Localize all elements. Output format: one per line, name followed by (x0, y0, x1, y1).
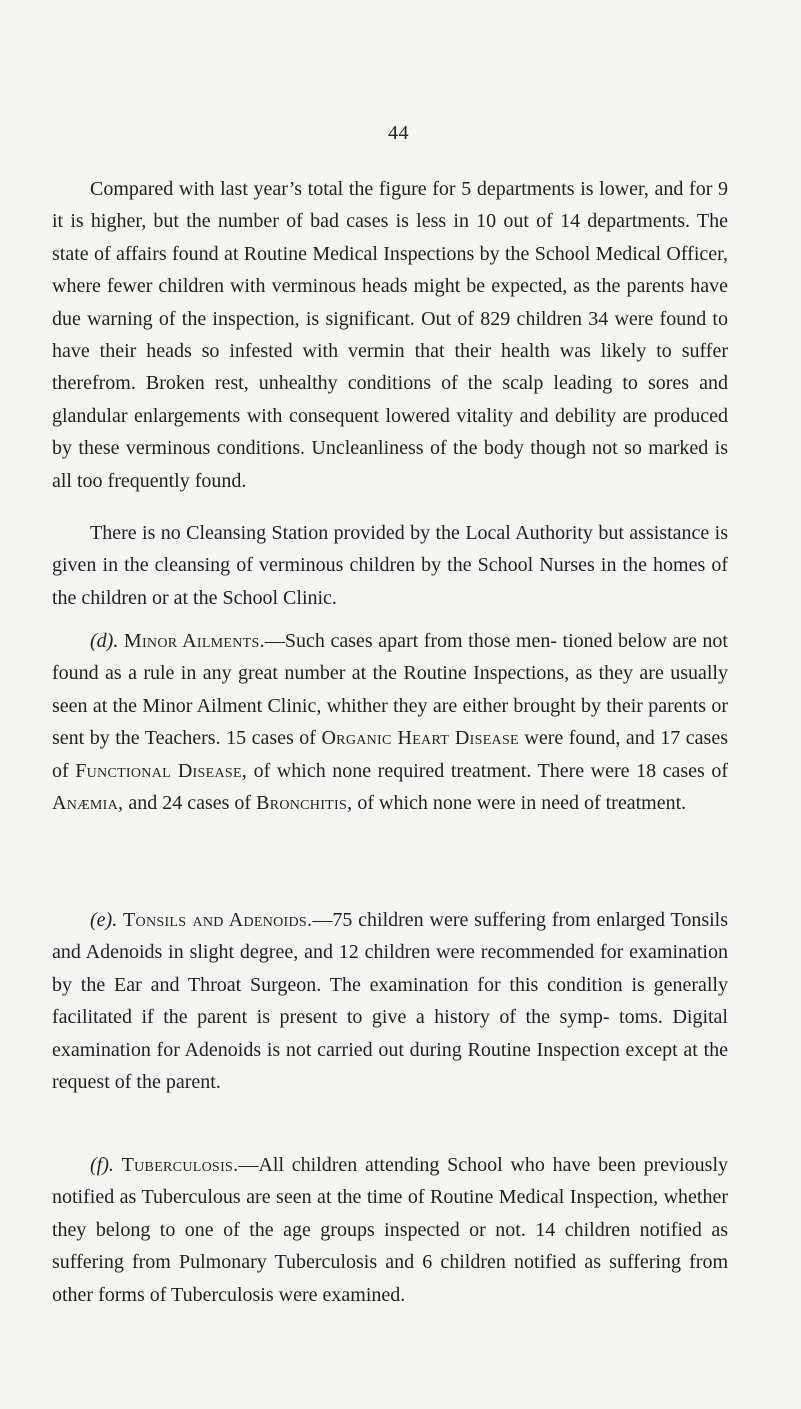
section-label: (f). (90, 1154, 114, 1176)
term-organic-heart-disease: Organic Heart Disease (321, 727, 519, 750)
term-bronchitis: Bronchitis, (256, 792, 353, 815)
section-text: and 24 cases of (123, 792, 257, 815)
section-heading: Tonsils and Adenoids. (123, 909, 313, 931)
term-anaemia: Anæmia, (52, 792, 124, 815)
section-heading: Tuberculosis. (121, 1154, 239, 1176)
section-text: of which none required treatment. There were 18 cases of (247, 759, 728, 782)
paragraph-verminous-conditions (52, 173, 728, 497)
paragraph-cleansing-station (52, 517, 728, 614)
section-text: —All children attending School who have been previously notified as Tuberculous are seen at the time of Routine Medical Inspection, whether they belong to one of the age groups inspected or not. 14 children notified as suffering from Pulmonary Tuberculosis and 6 children notified as suffering from other forms of Tuberculosis were examined. (52, 1154, 728, 1306)
section-label: (d). (90, 630, 119, 652)
section-label: (e). (90, 909, 118, 931)
page-number: 44 (388, 122, 409, 144)
section-heading: Minor Ailments. (123, 630, 265, 652)
section-tuberculosis (52, 1149, 728, 1311)
section-text: of which none were in need of treatment. (352, 792, 687, 815)
section-tonsils-adenoids (52, 904, 728, 1098)
paragraph-text: Compared with last year’s total the figure for 5 departments is lower, and for 9 it is higher, but the number of bad cases is less in 10 out of 14 departments. The state of affairs found at Routine Medical Inspections by the School Medical Officer, where fewer children with verminous heads might be expected, as the parents have due warning of the inspection, is significant. Out of 829 children 34 were found to have their heads so infested with vermin that their health was likely to suffer therefrom. Broken rest, unhealthy conditions of the scalp leading to sores and glandular enlargements with consequent lowered vitality and debility are produced by these verminous conditions. Uncleanliness of the body though not so marked is all too frequently found. (52, 178, 728, 492)
section-text: —75 children were suffering from enlarged Tonsils and Adenoids in slight degree, and 12 children were recommended for examination by the Ear and Throat Surgeon. The examination for this condition is generally facilitated if the parent is present to give a history of the symp- toms. Digital examination for Adenoids is not carried out during Routine Inspection except at the request of the parent. (52, 909, 728, 1094)
section-text: —Such cases apart from those men- tioned below are not found as a rule in any great number at the Routine Inspections, as they are usually seen at the Minor Ailment Clinic, whither they are either brought by their parents or sent by the Teachers. 15 cases of (52, 630, 728, 750)
term-functional-disease: Functional Disease, (75, 759, 248, 782)
paragraph-text: There is no Cleansing Station provided by the Local Authority but assistance is given in the cleansing of verminous children by the School Nurses in the homes of the children or at the School Clinic. (52, 522, 728, 609)
section-minor-ailments (52, 625, 728, 819)
section-text: were found, and 17 cases of (52, 727, 729, 782)
